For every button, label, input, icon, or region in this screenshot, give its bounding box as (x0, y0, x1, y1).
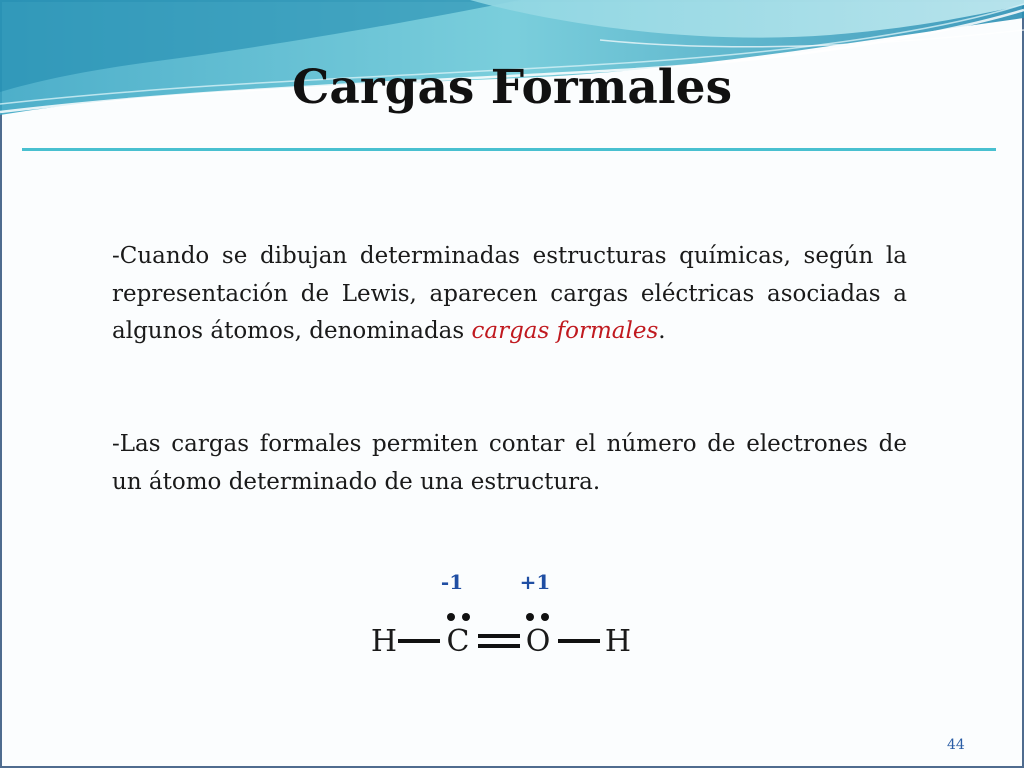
atom-carbon: C (446, 624, 470, 659)
paragraph-definition-end: . (658, 318, 666, 344)
lewis-structure-diagram (360, 565, 660, 675)
atom-hydrogen-left: H (370, 624, 398, 659)
slide-title: Cargas Formales (291, 60, 733, 115)
double-bond-c-o (478, 636, 520, 646)
paragraph-purpose: -Las cargas formales permiten contar el número de electrones de un átomo determinado de una estructura. (112, 431, 907, 495)
title-underline (22, 148, 996, 151)
lone-pair-carbon (447, 613, 470, 621)
highlighted-term: cargas formales (471, 318, 659, 344)
atom-oxygen: O (525, 624, 551, 659)
charge-label-oxygen: +1 (519, 570, 551, 594)
charge-label-carbon: -1 (440, 570, 464, 594)
lone-pair-oxygen (526, 613, 549, 621)
atom-hydrogen-right: H (604, 624, 632, 659)
paragraph-definition (112, 238, 907, 351)
paragraph-definition-text: -Cuando se dibujan determinadas estructuras químicas, según la representación de Lewis, aparecen cargas eléctricas asociadas a algunos átomos, denominadas (112, 243, 907, 344)
page-number: 44 (947, 737, 965, 753)
